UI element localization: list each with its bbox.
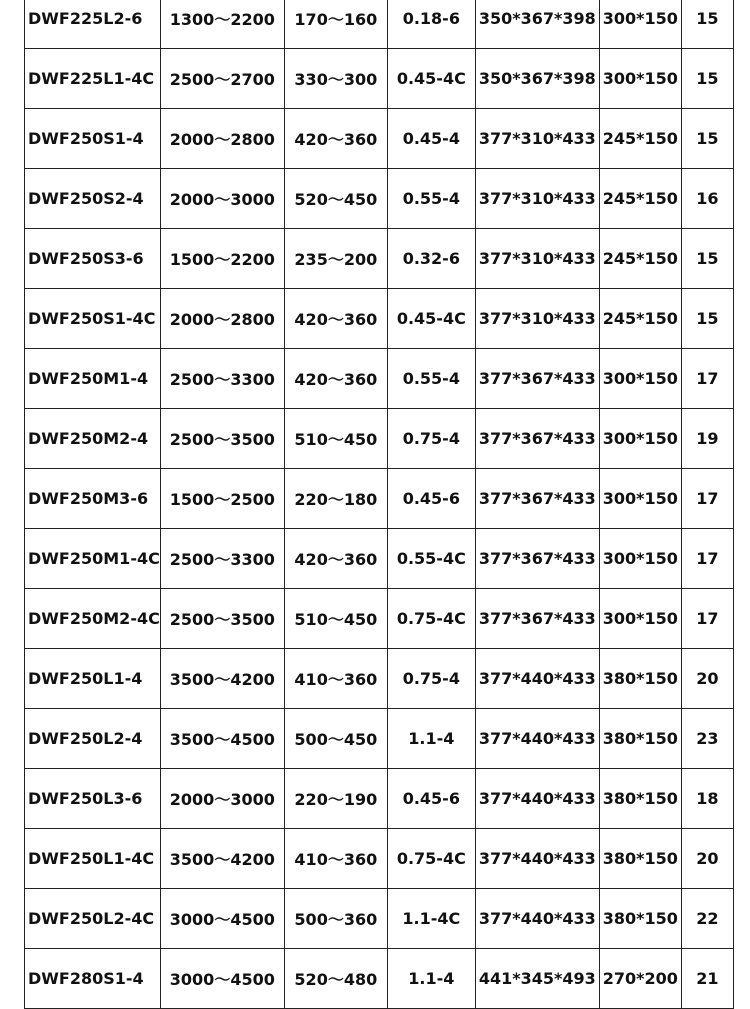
dimensions-cell: 377*367*433	[475, 469, 599, 529]
pressure-cell: 510～450	[284, 409, 387, 469]
outlet-cell: 245*150	[599, 229, 681, 289]
power-cell: 0.75-4C	[387, 829, 475, 889]
airflow-cell: 3500～4500	[160, 709, 284, 769]
pressure-cell: 220～180	[284, 469, 387, 529]
model-cell: DWF250M2-4	[25, 409, 161, 469]
airflow-cell: 2500～2700	[160, 49, 284, 109]
model-cell: DWF280S1-4	[25, 949, 161, 1009]
outlet-cell: 380*150	[599, 709, 681, 769]
dimensions-cell: 377*367*433	[475, 349, 599, 409]
power-cell: 0.75-4	[387, 649, 475, 709]
model-cell: DWF250L1-4C	[25, 829, 161, 889]
pressure-cell: 520～450	[284, 169, 387, 229]
table-row	[25, 229, 734, 289]
outlet-cell: 300*150	[599, 0, 681, 49]
pressure-cell: 420～360	[284, 529, 387, 589]
model-cell: DWF225L2-6	[25, 0, 161, 49]
weight-cell: 15	[681, 0, 733, 49]
weight-cell: 15	[681, 109, 733, 169]
fan-spec-table	[24, 0, 734, 1009]
pressure-cell: 330～300	[284, 49, 387, 109]
dimensions-cell: 350*367*398	[475, 0, 599, 49]
airflow-cell: 2000～3000	[160, 769, 284, 829]
outlet-cell: 380*150	[599, 829, 681, 889]
weight-cell: 22	[681, 889, 733, 949]
power-cell: 0.75-4C	[387, 589, 475, 649]
pressure-cell: 235～200	[284, 229, 387, 289]
weight-cell: 19	[681, 409, 733, 469]
pressure-cell: 410～360	[284, 649, 387, 709]
power-cell: 0.45-4C	[387, 289, 475, 349]
model-cell: DWF250L2-4	[25, 709, 161, 769]
airflow-cell: 2500～3500	[160, 589, 284, 649]
weight-cell: 23	[681, 709, 733, 769]
airflow-cell: 3000～4500	[160, 889, 284, 949]
outlet-cell: 300*150	[599, 469, 681, 529]
weight-cell: 20	[681, 649, 733, 709]
power-cell: 0.18-6	[387, 0, 475, 49]
model-cell: DWF250M1-4	[25, 349, 161, 409]
table-row	[25, 829, 734, 889]
table-row	[25, 409, 734, 469]
power-cell: 0.45-4C	[387, 49, 475, 109]
dimensions-cell: 377*310*433	[475, 229, 599, 289]
model-cell: DWF250S3-6	[25, 229, 161, 289]
pressure-cell: 220～190	[284, 769, 387, 829]
table-row	[25, 769, 734, 829]
outlet-cell: 300*150	[599, 529, 681, 589]
model-cell: DWF250M2-4C	[25, 589, 161, 649]
power-cell: 0.55-4	[387, 349, 475, 409]
dimensions-cell: 377*440*433	[475, 769, 599, 829]
outlet-cell: 300*150	[599, 409, 681, 469]
pressure-cell: 420～360	[284, 109, 387, 169]
power-cell: 0.55-4C	[387, 529, 475, 589]
dimensions-cell: 441*345*493	[475, 949, 599, 1009]
power-cell: 0.55-4	[387, 169, 475, 229]
power-cell: 1.1-4	[387, 709, 475, 769]
weight-cell: 18	[681, 769, 733, 829]
model-cell: DWF250S2-4	[25, 169, 161, 229]
table-row	[25, 109, 734, 169]
outlet-cell: 300*150	[599, 589, 681, 649]
weight-cell: 21	[681, 949, 733, 1009]
airflow-cell: 1300～2200	[160, 0, 284, 49]
spec-table-container	[24, 0, 734, 1009]
model-cell: DWF250L1-4	[25, 649, 161, 709]
weight-cell: 17	[681, 589, 733, 649]
dimensions-cell: 377*440*433	[475, 709, 599, 769]
dimensions-cell: 377*367*433	[475, 529, 599, 589]
weight-cell: 15	[681, 289, 733, 349]
airflow-cell: 2500～3300	[160, 529, 284, 589]
airflow-cell: 1500～2200	[160, 229, 284, 289]
dimensions-cell: 377*310*433	[475, 169, 599, 229]
dimensions-cell: 377*440*433	[475, 649, 599, 709]
table-body	[25, 0, 734, 1009]
model-cell: DWF225L1-4C	[25, 49, 161, 109]
airflow-cell: 2000～3000	[160, 169, 284, 229]
table-row	[25, 889, 734, 949]
table-row	[25, 169, 734, 229]
pressure-cell: 510～450	[284, 589, 387, 649]
dimensions-cell: 377*310*433	[475, 289, 599, 349]
dimensions-cell: 377*367*433	[475, 409, 599, 469]
model-cell: DWF250L3-6	[25, 769, 161, 829]
weight-cell: 16	[681, 169, 733, 229]
airflow-cell: 1500～2500	[160, 469, 284, 529]
outlet-cell: 245*150	[599, 109, 681, 169]
airflow-cell: 3500～4200	[160, 649, 284, 709]
model-cell: DWF250M3-6	[25, 469, 161, 529]
outlet-cell: 380*150	[599, 649, 681, 709]
pressure-cell: 410～360	[284, 829, 387, 889]
power-cell: 0.45-6	[387, 769, 475, 829]
airflow-cell: 3500～4200	[160, 829, 284, 889]
weight-cell: 17	[681, 469, 733, 529]
power-cell: 0.32-6	[387, 229, 475, 289]
weight-cell: 15	[681, 49, 733, 109]
airflow-cell: 2000～2800	[160, 109, 284, 169]
model-cell: DWF250L2-4C	[25, 889, 161, 949]
airflow-cell: 2500～3300	[160, 349, 284, 409]
outlet-cell: 300*150	[599, 349, 681, 409]
table-row	[25, 289, 734, 349]
weight-cell: 15	[681, 229, 733, 289]
pressure-cell: 500～360	[284, 889, 387, 949]
dimensions-cell: 377*310*433	[475, 109, 599, 169]
dimensions-cell: 350*367*398	[475, 49, 599, 109]
power-cell: 0.75-4	[387, 409, 475, 469]
table-row	[25, 529, 734, 589]
weight-cell: 17	[681, 529, 733, 589]
weight-cell: 17	[681, 349, 733, 409]
pressure-cell: 170～160	[284, 0, 387, 49]
model-cell: DWF250S1-4C	[25, 289, 161, 349]
outlet-cell: 380*150	[599, 889, 681, 949]
outlet-cell: 300*150	[599, 49, 681, 109]
table-row	[25, 0, 734, 49]
model-cell: DWF250S1-4	[25, 109, 161, 169]
table-row	[25, 49, 734, 109]
airflow-cell: 2500～3500	[160, 409, 284, 469]
dimensions-cell: 377*440*433	[475, 829, 599, 889]
weight-cell: 20	[681, 829, 733, 889]
table-row	[25, 469, 734, 529]
table-row	[25, 349, 734, 409]
table-row	[25, 589, 734, 649]
airflow-cell: 3000～4500	[160, 949, 284, 1009]
pressure-cell: 420～360	[284, 289, 387, 349]
pressure-cell: 500～450	[284, 709, 387, 769]
power-cell: 1.1-4	[387, 949, 475, 1009]
pressure-cell: 520～480	[284, 949, 387, 1009]
dimensions-cell: 377*367*433	[475, 589, 599, 649]
outlet-cell: 270*200	[599, 949, 681, 1009]
pressure-cell: 420～360	[284, 349, 387, 409]
dimensions-cell: 377*440*433	[475, 889, 599, 949]
outlet-cell: 245*150	[599, 169, 681, 229]
airflow-cell: 2000～2800	[160, 289, 284, 349]
power-cell: 0.45-6	[387, 469, 475, 529]
power-cell: 1.1-4C	[387, 889, 475, 949]
model-cell: DWF250M1-4C	[25, 529, 161, 589]
outlet-cell: 380*150	[599, 769, 681, 829]
outlet-cell: 245*150	[599, 289, 681, 349]
power-cell: 0.45-4	[387, 109, 475, 169]
table-row	[25, 709, 734, 769]
table-row	[25, 649, 734, 709]
